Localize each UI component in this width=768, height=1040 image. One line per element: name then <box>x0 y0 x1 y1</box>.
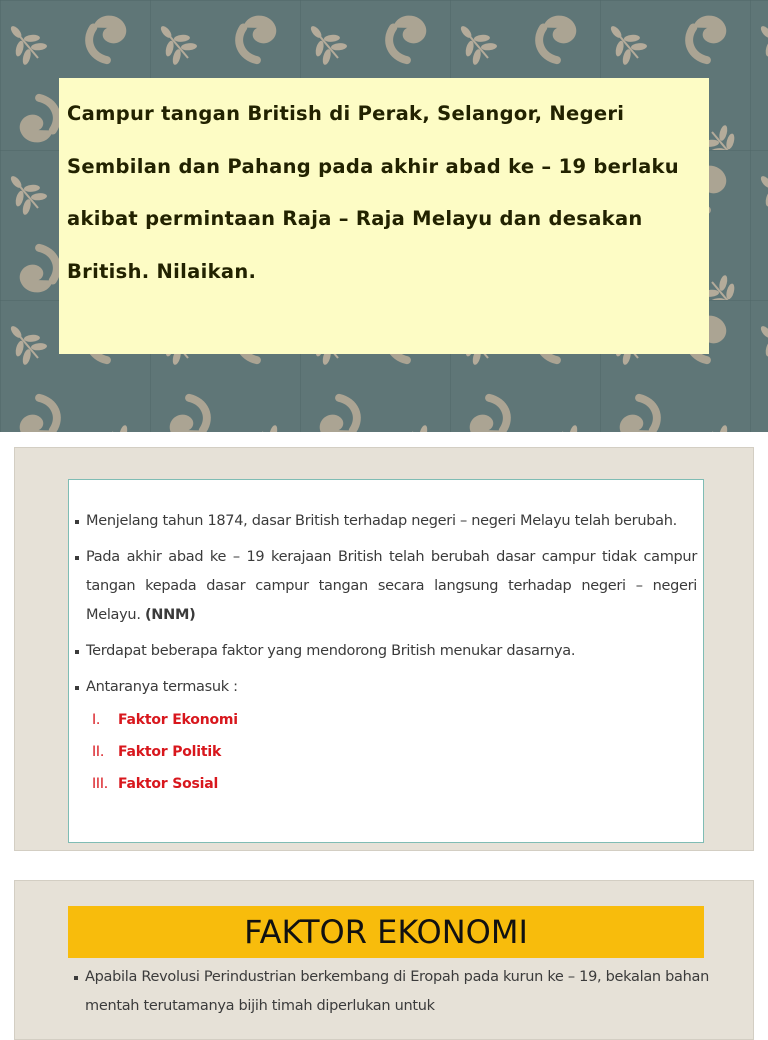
title-slide <box>0 0 768 432</box>
intro-slide <box>14 447 754 851</box>
bullet-text: Pada akhir abad ke – 19 kerajaan British telah berubah dasar campur tidak campur tangan kepada dasar campur tangan secara langsung terhadap negeri – negeri Melayu. <box>86 549 697 623</box>
bullet-item <box>75 507 697 536</box>
factor-label: Faktor Ekonomi <box>118 712 238 728</box>
title-box <box>59 78 709 354</box>
bullet-item <box>75 637 697 666</box>
factor-item <box>92 736 697 768</box>
bullet-text: Terdapat beberapa faktor yang mendorong British menukar dasarnya. <box>86 643 576 659</box>
slide-title: Campur tangan British di Perak, Selangor, Negeri Sembilan dan Pahang pada akhir abad ke – 19 berlaku akibat permintaan Raja – Raja Melayu dan desakan British. Nilaikan. <box>67 102 679 283</box>
bullet-text: Menjelang tahun 1874, dasar British terhadap negeri – negeri Melayu telah berubah. <box>86 513 677 529</box>
bullet-icon <box>75 556 79 560</box>
factor-number: III. <box>92 776 109 792</box>
factor-number: II. <box>92 744 105 760</box>
factor-label: Faktor Politik <box>118 744 222 760</box>
factor-label: Faktor Sosial <box>118 776 219 792</box>
bullet-icon <box>74 976 78 980</box>
bullet-item <box>75 543 697 630</box>
bullet-icon <box>75 650 79 654</box>
factor-number: I. <box>92 712 101 728</box>
bullet-icon <box>75 686 79 690</box>
bullet-text: Antaranya termasuk : <box>86 679 238 695</box>
economic-factor-slide <box>14 880 754 1040</box>
factor-item <box>92 704 697 736</box>
factor-item <box>92 768 697 800</box>
intro-content-box <box>68 479 704 843</box>
bullet-item <box>75 673 697 702</box>
bullet-text: Apabila Revolusi Perindustrian berkembang di Eropah pada kurun ke – 19, bekalan bahan mentah terutamanya bijih timah diperlukan untuk <box>85 969 709 1014</box>
section-heading: FAKTOR EKONOMI <box>244 913 528 951</box>
section-heading-banner <box>68 906 704 958</box>
bullet-tag: (NNM) <box>144 607 196 623</box>
bullet-item <box>74 963 709 1021</box>
bullet-icon <box>75 520 79 524</box>
factor-list <box>92 704 697 800</box>
